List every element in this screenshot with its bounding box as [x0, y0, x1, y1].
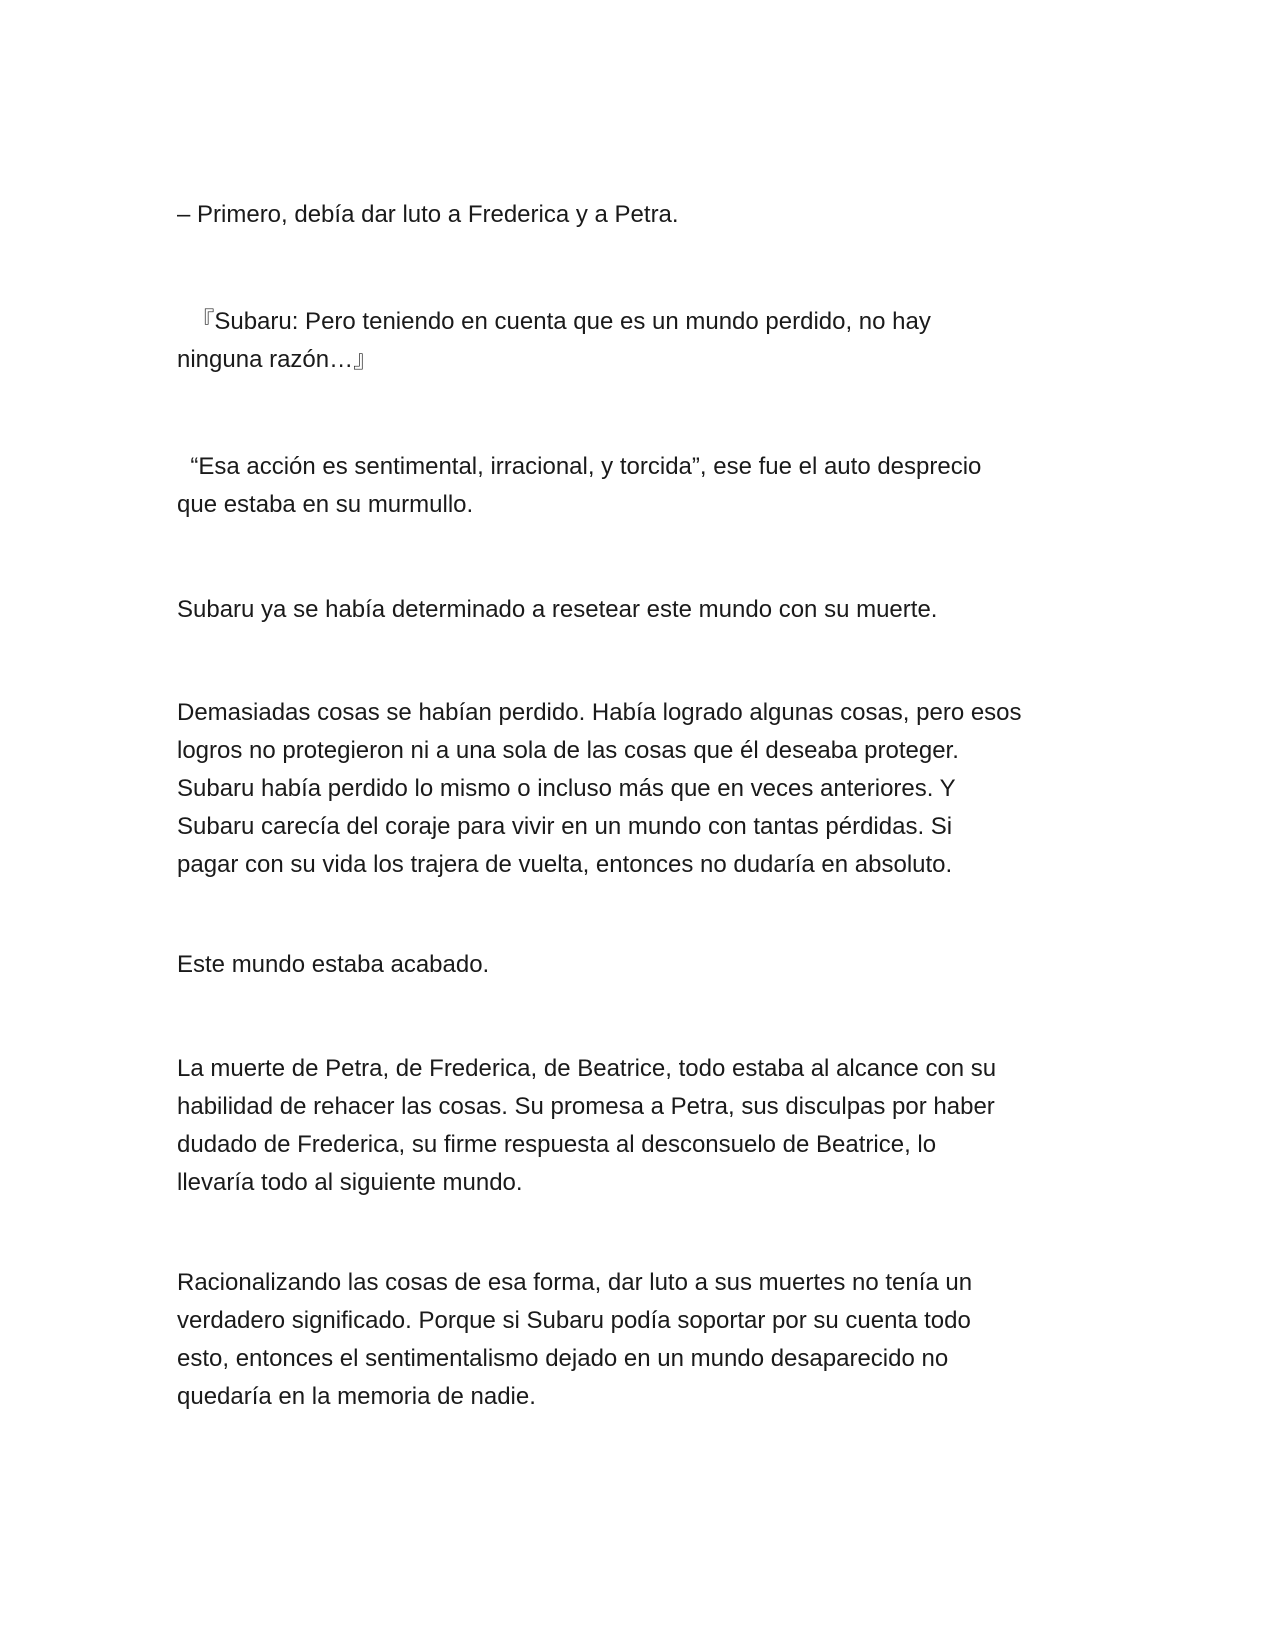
text-line: logros no protegieron ni a una sola de las cosas que él deseaba proteger. — [177, 737, 959, 764]
text-line: habilidad de rehacer las cosas. Su promesa a Petra, sus disculpas por haber — [177, 1093, 995, 1120]
text-line: – Primero, debía dar luto a Frederica y a Petra. — [177, 201, 679, 228]
paragraph-7 — [177, 1050, 1097, 1202]
paragraph-4 — [177, 591, 1097, 629]
paragraph-5 — [177, 694, 1097, 884]
text-line: Este mundo estaba acabado. — [177, 951, 490, 978]
text-line: “Esa acción es sentimental, irracional, y torcida”, ese fue el auto desprecio — [177, 453, 982, 480]
paragraph-1 — [177, 196, 1097, 234]
text-line: Subaru ya se había determinado a resetear este mundo con su muerte. — [177, 596, 938, 623]
text-line: dudado de Frederica, su firme respuesta al desconsuelo de Beatrice, lo — [177, 1131, 937, 1158]
paragraph-2-dialogue — [177, 303, 1097, 379]
text-line: ninguna razón…』 — [177, 346, 378, 373]
text-line: que estaba en su murmullo. — [177, 491, 474, 518]
text-line: esto, entonces el sentimentalismo dejado en un mundo desaparecido no — [177, 1345, 949, 1372]
text-line: La muerte de Petra, de Frederica, de Beatrice, todo estaba al alcance con su — [177, 1055, 997, 1082]
text-line: 『Subaru: Pero teniendo en cuenta que es un mundo perdido, no hay — [177, 308, 931, 335]
text-line: Subaru carecía del coraje para vivir en un mundo con tantas pérdidas. Si — [177, 813, 953, 840]
text-line: quedaría en la memoria de nadie. — [177, 1383, 536, 1410]
text-line: pagar con su vida los trajera de vuelta, entonces no dudaría en absoluto. — [177, 851, 953, 878]
text-line: llevaría todo al siguiente mundo. — [177, 1169, 523, 1196]
text-line: Demasiadas cosas se habían perdido. Había logrado algunas cosas, pero esos — [177, 699, 1022, 726]
text-line: Racionalizando las cosas de esa forma, dar luto a sus muertes no tenía un — [177, 1269, 973, 1296]
text-line: Subaru había perdido lo mismo o incluso más que en veces anteriores. Y — [177, 775, 956, 802]
paragraph-6 — [177, 946, 1097, 984]
paragraph-3 — [177, 448, 1097, 524]
text-line: verdadero significado. Porque si Subaru podía soportar por su cuenta todo — [177, 1307, 971, 1334]
paragraph-8 — [177, 1264, 1097, 1416]
